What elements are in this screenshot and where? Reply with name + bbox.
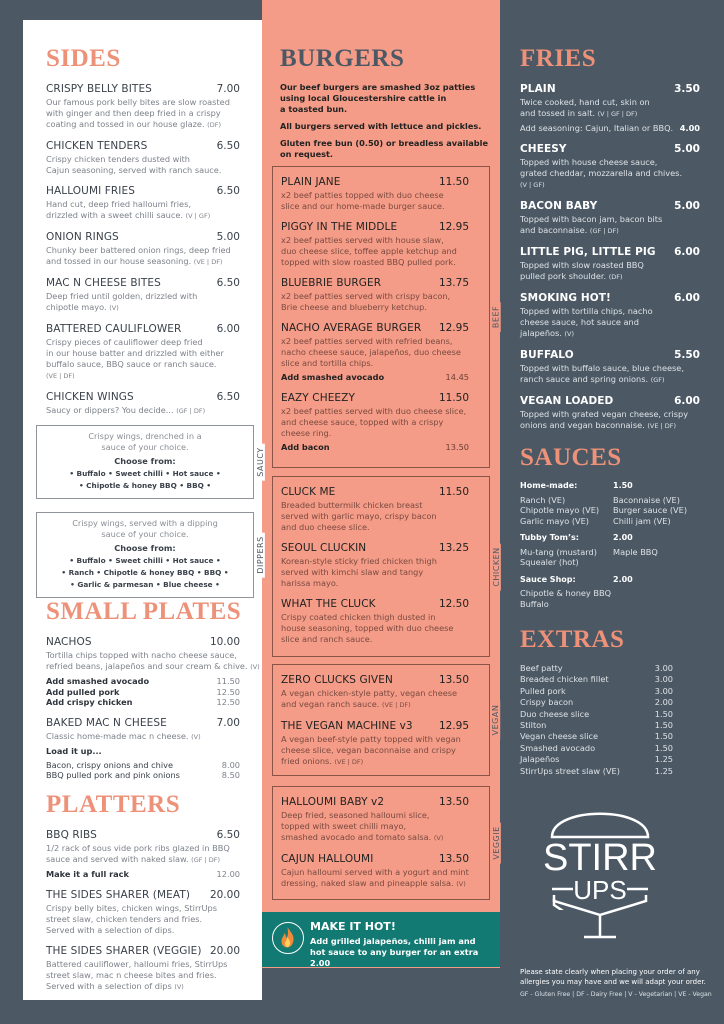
sauce-item — [613, 588, 700, 599]
addon-price: 12.50 — [216, 697, 240, 707]
addon-row — [46, 687, 262, 698]
sauces-section — [520, 443, 700, 616]
sauce-item — [613, 557, 700, 568]
menu-item — [281, 391, 469, 453]
item-name: BATTERED CAULIFLOWER — [46, 323, 182, 335]
fries-section — [520, 44, 700, 440]
item-price: 11.50 — [438, 176, 469, 188]
item-description: Topped with tortilla chips, nacho cheese sauce, hot sauce and jalapeños. (V) — [520, 305, 653, 338]
sauce-options: • Buffalo • Sweet chilli • Hot sauce • — [69, 469, 221, 478]
addon-name: BBQ pulled pork and pink onions — [46, 770, 180, 780]
item-description: Topped with bacon jam, bacon bits and baconnaise. (GF | DF) — [520, 213, 663, 235]
item-name: PLAIN JANE — [281, 176, 341, 188]
sauce-group — [520, 481, 700, 526]
diet-tags: (VE | DF) — [193, 258, 223, 266]
extra-item — [520, 674, 700, 685]
sauce-item: Buffalo — [520, 598, 549, 609]
burgers-heading: BURGERS — [280, 45, 405, 72]
addon-name: Add bacon — [281, 441, 330, 452]
menu-item — [46, 230, 262, 268]
item-name: PLAIN — [520, 83, 556, 95]
diet-tags: (GF) — [650, 375, 665, 384]
sauces-heading: SAUCES — [520, 444, 622, 471]
item-price: 5.00 — [674, 142, 700, 155]
addon-name: Bacon, crispy onions and chive — [46, 759, 173, 770]
sauce-item: Ranch (VE) — [520, 494, 566, 505]
addons-label: Load it up... — [46, 745, 102, 756]
item-price: 12.95 — [438, 221, 469, 233]
item-name: CHEESY — [520, 142, 567, 155]
wings-option-box — [36, 425, 265, 499]
item-price: 6.00 — [674, 394, 700, 407]
item-description: x2 beef patties topped with duo cheese slice and our home-made burger sauce. — [281, 190, 445, 211]
addon-price: 8.00 — [221, 759, 240, 770]
item-name: SMOKING HOT! — [520, 291, 611, 304]
sauce-group-price: 2.00 — [613, 574, 633, 584]
item-name: NACHO AVERAGE BURGER — [281, 322, 422, 334]
menu-item — [281, 175, 469, 212]
menu-item — [520, 142, 700, 191]
addon-name: Make it a full rack — [46, 869, 129, 879]
make-it-hot-title: MAKE IT HOT! — [310, 920, 396, 933]
item-name: CHICKEN WINGS — [46, 391, 134, 403]
sauce-group-label: Sauce Shop: — [520, 574, 576, 584]
item-description: Crispy belly bites, chicken wings, StirrUps street slaw, chicken tenders and fries. Served with a selection of dips. — [46, 902, 217, 935]
sauce-item: Mu-tang (mustard) — [520, 546, 597, 557]
burger-intro-text: Our beef burgers are smashed 3oz patties using local Gloucestershire cattle in a toasted bun. — [280, 82, 476, 114]
extra-price: 1.25 — [654, 765, 673, 776]
menu-item — [46, 944, 262, 993]
item-name: CHICKEN TENDERS — [46, 140, 148, 152]
addon-price: 11.50 — [216, 676, 240, 686]
item-name: BAKED MAC N CHEESE — [46, 716, 167, 729]
item-description: Battered cauliflower, halloumi fries, StirrUps street slaw, mac n cheese bites and fries. Served with a selection of dips (V) — [46, 958, 228, 991]
sauce-options: • Buffalo • Sweet chilli • Hot sauce • — [69, 556, 221, 565]
choose-from-label: Choose from: — [114, 543, 176, 553]
addon-row — [46, 697, 262, 708]
menu-item — [281, 276, 469, 313]
extra-name: StirrUps street slaw (VE) — [520, 765, 620, 776]
menu-item — [520, 291, 700, 340]
extra-item — [520, 709, 700, 720]
item-description: Our famous pork belly bites are slow roasted with ginger and then deep fried in a crispy coating and tossed in our house glaze. (DF) — [46, 97, 230, 129]
menu-item — [520, 245, 700, 283]
item-description: x2 beef patties served with duo cheese slice, and cheese sauce, topped with a crispy cheese ring. — [281, 405, 467, 438]
item-name: THE SIDES SHARER (VEGGIE) — [46, 944, 202, 957]
small-plates-heading: SMALL PLATES — [46, 598, 242, 625]
logo-glass-stem — [540, 895, 660, 940]
item-description: x2 beef patties served with house slaw, duo cheese slice, toffee apple ketchup and topped with slow roasted BBQ pulled pork. — [281, 235, 457, 267]
item-description: Breaded buttermilk chicken breast served with garlic mayo, crispy bacon and duo cheese slice. — [281, 500, 437, 532]
sauce-group-label: Home-made: — [520, 481, 578, 490]
item-name: HALLOUMI FRIES — [46, 185, 135, 197]
item-description: Deep fried until golden, drizzled with chipotle mayo. (V) — [46, 291, 198, 312]
diet-tags: (VE | DF) — [334, 758, 364, 766]
extra-item — [520, 663, 700, 674]
item-name: LITTLE PIG, LITTLE PIG — [520, 245, 656, 258]
diet-tags: (VE | DF) — [46, 372, 75, 380]
diet-tags: (V) — [109, 304, 119, 312]
item-description: Topped with buffalo sauce, blue cheese, ranch sauce and spring onions. (GF) — [520, 362, 684, 384]
item-price: 13.50 — [438, 796, 469, 808]
item-name: EAZY CHEEZY — [281, 391, 355, 404]
item-name: CAJUN HALLOUMI — [281, 853, 374, 865]
menu-item — [46, 184, 262, 222]
menu-item — [281, 321, 469, 383]
menu-item — [46, 139, 262, 176]
item-price: 6.00 — [674, 291, 700, 304]
menu-item — [520, 394, 700, 432]
menu-item — [520, 199, 700, 237]
item-name: HALLOUMI BABY v2 — [281, 796, 385, 808]
menu-item — [281, 597, 469, 645]
item-name: THE VEGAN MACHINE v3 — [281, 720, 413, 732]
make-it-hot-banner — [262, 912, 500, 967]
extra-item — [520, 697, 700, 708]
item-name: ZERO CLUCKS GIVEN — [281, 674, 393, 686]
item-price: 10.00 — [209, 636, 240, 648]
flame-icon — [272, 922, 304, 954]
platters-heading: PLATTERS — [46, 791, 181, 818]
addon-price: 4.00 — [679, 123, 700, 133]
small-plates-section — [46, 597, 262, 789]
item-price: 11.50 — [438, 391, 469, 404]
sauce-item: Chipotle & honey BBQ — [520, 588, 612, 598]
group-label: BEEF — [492, 302, 501, 332]
diet-tags: (VE | DF) — [381, 701, 411, 709]
item-price: 6.50 — [216, 391, 240, 403]
menu-item — [520, 348, 700, 386]
extra-price: 3.00 — [654, 663, 673, 673]
item-description: Saucy or dippers? You decide... (GF | DF) — [46, 405, 206, 415]
wings-type-label: SAUCY — [256, 443, 265, 480]
item-price: 6.50 — [216, 829, 240, 841]
diet-tags: (V | GF) — [520, 180, 545, 189]
item-price: 20.00 — [209, 944, 240, 957]
diet-tags: (GF | DF) — [191, 856, 221, 864]
item-name: NACHOS — [46, 636, 92, 648]
burger-group-chicken — [272, 476, 501, 657]
sauce-group-price: 2.00 — [613, 533, 633, 542]
item-name: SEOUL CLUCKIN — [281, 542, 367, 554]
item-price: 6.50 — [216, 277, 240, 289]
diet-tags: (V) — [250, 663, 260, 671]
addon-row — [46, 869, 262, 880]
extra-name: Smashed avocado — [520, 742, 596, 753]
sauce-item: Maple BBQ — [613, 546, 658, 557]
sauce-group — [520, 575, 700, 610]
extra-item — [520, 743, 700, 754]
addon-name: Add crispy chicken — [46, 697, 133, 707]
sauce-item: Garlic mayo (VE) — [520, 515, 589, 526]
sides-heading: SIDES — [46, 45, 121, 72]
menu-item — [281, 852, 469, 890]
menu-item — [46, 276, 262, 314]
burger-intro-text: Gluten free bun (0.50) or breadless available on request. — [280, 138, 489, 159]
sauce-item: Baconnaise (VE) — [613, 494, 680, 505]
item-description: A vegan beef-style patty topped with vegan cheese slice, vegan baconnaise and crispy fried onions. (VE | DF) — [281, 734, 461, 766]
group-label: VEGGIE — [492, 822, 501, 863]
item-name: CRISPY BELLY BITES — [46, 83, 152, 95]
group-label: CHICKEN — [492, 543, 501, 590]
burger-group-veggie — [272, 786, 501, 900]
extra-price: 1.25 — [654, 754, 673, 765]
burger-intro-text: All burgers served with lettuce and pickles. — [280, 121, 482, 131]
diet-tags: (V) — [456, 880, 466, 888]
sauce-group — [520, 533, 700, 568]
addon-name: Add smashed avocado — [46, 676, 150, 686]
extra-name: Beef patty — [520, 663, 563, 673]
addon-row — [46, 760, 262, 771]
diet-tags: (V) — [174, 982, 184, 991]
menu-item — [281, 220, 469, 268]
item-name: CLUCK ME — [281, 486, 336, 498]
item-description: Topped with house cheese sauce, grated cheddar, mozzarella and chives. (V | GF) — [520, 156, 683, 189]
item-price: 6.50 — [216, 185, 240, 197]
extra-name: Jalapeños — [520, 754, 560, 765]
diet-tags: (V | GF) — [185, 212, 211, 220]
addon-name: Add seasoning: Cajun, Italian or BBQ. — [520, 123, 674, 133]
item-description: Topped with grated vegan cheese, crispy onions and vegan baconnaise. (VE | DF) — [520, 408, 689, 430]
addon-row — [281, 442, 469, 453]
item-name: WHAT THE CLUCK — [281, 598, 376, 610]
extra-name: Crispy bacon — [520, 697, 574, 708]
diet-tags: (DF) — [608, 272, 623, 281]
sauce-item: Chipotle mayo (VE) — [520, 505, 600, 515]
wings-option-box — [36, 512, 265, 598]
item-name: MAC N CHEESE BITES — [46, 277, 161, 289]
item-price: 6.00 — [216, 323, 240, 335]
item-description: Korean-style sticky fried chicken thigh served with kimchi slaw and tangy harissa mayo. — [281, 556, 437, 588]
sauce-item: Burger sauce (VE) — [613, 505, 688, 515]
make-it-hot-text: Add grilled jalapeños, chilli jam and hot sauce to any burger for an extra 2.00 — [310, 936, 479, 968]
menu-item — [46, 390, 262, 417]
extra-item — [520, 766, 700, 777]
item-price: 12.95 — [438, 322, 469, 334]
dietary-legend: GF - Gluten Free | DF - Dairy Free | V - Vegetarian | VE - Vegan — [520, 991, 712, 998]
extra-price: 1.50 — [654, 708, 673, 719]
menu-item — [281, 541, 469, 589]
item-description: Tortilla chips topped with nacho cheese sauce, refried beans, jalapeños and sour cream & chive. (V) — [46, 650, 260, 671]
item-description: Classic home-made mac n cheese. (V) — [46, 730, 201, 741]
extra-price: 3.00 — [654, 685, 673, 696]
extra-price: 2.00 — [654, 697, 673, 708]
menu-item — [46, 322, 262, 382]
addon-price: 12.00 — [216, 869, 240, 879]
burger-group-beef — [272, 166, 501, 468]
item-price: 12.95 — [438, 720, 469, 732]
addon-price: 12.50 — [216, 686, 240, 697]
sauce-options: • Garlic & parmesan • Blue cheese • — [70, 580, 220, 589]
addon-row — [281, 372, 469, 383]
item-price: 5.50 — [674, 348, 700, 361]
choose-from-label: Choose from: — [114, 456, 176, 466]
diet-tags: (V) — [191, 732, 201, 741]
item-description: Hand cut, deep fried halloumi fries, drizzled with a sweet chilli sauce. (V | GF) — [46, 199, 211, 220]
item-price: 13.75 — [438, 277, 469, 289]
addon-row — [46, 770, 262, 781]
sauce-options: • Ranch • Chipotle & honey BBQ • BBQ • — [61, 568, 229, 577]
item-price: 12.50 — [438, 598, 469, 610]
item-price: 13.50 — [438, 674, 469, 686]
item-price: 11.50 — [438, 486, 469, 498]
item-description: A vegan chicken-style patty, vegan cheese and vegan ranch sauce. (VE | DF) — [281, 688, 458, 709]
extra-price: 1.50 — [654, 720, 673, 731]
menu-item — [46, 635, 262, 708]
addon-name: Add smashed avocado — [281, 372, 385, 382]
diet-tags: (GF | DF) — [176, 407, 206, 415]
extra-item — [520, 731, 700, 742]
addon-row — [520, 123, 700, 134]
diet-tags: (V | GF | DF) — [597, 110, 638, 118]
addon-row — [46, 676, 262, 687]
sides-section — [46, 44, 265, 611]
menu-item — [281, 485, 469, 533]
item-price: 6.50 — [216, 140, 240, 152]
extras-section — [520, 625, 700, 777]
extras-heading: EXTRAS — [520, 626, 625, 653]
addon-price: 8.50 — [221, 770, 240, 780]
menu-item — [281, 795, 469, 844]
menu-item — [46, 828, 262, 880]
item-name: BLUEBRIE BURGER — [281, 277, 382, 289]
addon-name: Add pulled pork — [46, 686, 120, 697]
sauce-group-label: Tubby Tom’s: — [520, 533, 579, 542]
allergy-notice: Please state clearly when placing your order of any allergies you may have and we will adapt your order. — [520, 968, 706, 986]
extra-name: Stilton — [520, 720, 547, 731]
wings-intro: Crispy wings, drenched in a sauce of your choice. — [88, 431, 202, 452]
burgers-section — [280, 44, 490, 166]
wings-intro: Crispy wings, served with a dipping sauce of your choice. — [72, 518, 218, 539]
menu-item — [281, 719, 469, 768]
menu-item — [46, 82, 262, 131]
extra-item — [520, 754, 700, 765]
item-name: BUFFALO — [520, 348, 574, 361]
item-price: 20.00 — [209, 888, 240, 901]
extra-price: 3.00 — [654, 674, 673, 685]
diet-tags: (V) — [433, 834, 444, 842]
item-description: Twice cooked, hand cut, skin on and tossed in salt. (V | GF | DF) — [520, 97, 650, 118]
item-description: Topped with slow roasted BBQ pulled pork shoulder. (DF) — [520, 259, 644, 281]
item-name: ONION RINGS — [46, 231, 119, 243]
wings-type-label: DIPPERS — [256, 532, 265, 577]
item-description: Deep fried, seasoned halloumi slice, topped with sweet chilli mayo, smashed avocado and tomato salsa. (V) — [281, 810, 444, 842]
item-price: 13.25 — [438, 542, 469, 554]
sauce-item: Chilli jam (VE) — [613, 515, 671, 526]
extra-name: Vegan cheese slice — [520, 731, 599, 742]
sauce-item — [613, 599, 700, 610]
sauce-group-price: 1.50 — [613, 481, 633, 490]
item-name: BACON BABY — [520, 199, 598, 212]
platters-section — [46, 790, 262, 1001]
menu-item — [46, 716, 262, 781]
diet-tags: (VE | DF) — [647, 421, 677, 430]
item-description: Crispy coated chicken thigh dusted in house seasoning, topped with duo cheese slice and ranch sauce. — [281, 612, 454, 644]
item-name: BBQ RIBS — [46, 829, 97, 841]
item-price: 6.00 — [674, 245, 700, 258]
addon-price: 13.50 — [445, 441, 469, 452]
group-label: VEGAN — [492, 701, 501, 740]
extra-price: 1.50 — [654, 731, 673, 742]
item-description: Crispy pieces of cauliflower deep fried in our house batter and drizzled with either buffalo sauce, BBQ sauce or ranch sauce. (VE | DF) — [46, 337, 224, 380]
item-description: x2 beef patties served with crispy bacon, Brie cheese and blueberry ketchup. — [281, 291, 451, 312]
extra-name: Pulled pork — [520, 685, 566, 696]
extra-name: Duo cheese slice — [520, 708, 590, 719]
item-description: Cajun halloumi served with a yogurt and mint dressing, naked slaw and pineapple salsa. (V) — [281, 867, 469, 888]
menu-item — [46, 888, 262, 936]
item-price: 5.00 — [674, 199, 700, 212]
menu-item — [520, 82, 700, 134]
item-price: 13.50 — [438, 853, 469, 865]
addon-price: 14.45 — [445, 372, 469, 382]
extra-name: Breaded chicken fillet — [520, 674, 609, 685]
item-name: VEGAN LOADED — [520, 394, 614, 407]
diet-tags: (GF | DF) — [589, 226, 619, 235]
item-description: 1/2 rack of sous vide pork ribs glazed in BBQ sauce and served with naked slaw. (GF | DF) — [46, 843, 230, 864]
extra-item — [520, 720, 700, 731]
item-description: x2 beef patties served with refried beans, nacho cheese sauce, jalapeños, duo cheese slice and tortilla chips. — [281, 336, 461, 368]
item-price: 7.00 — [216, 716, 240, 729]
burger-group-vegan — [272, 664, 501, 776]
diet-tags: (DF) — [207, 121, 221, 129]
item-description: Crispy chicken tenders dusted with Cajun seasoning, served with ranch sauce. — [46, 154, 222, 175]
diet-tags: (V) — [564, 329, 575, 338]
fries-heading: FRIES — [520, 45, 597, 72]
item-price: 3.50 — [674, 83, 700, 95]
item-name: THE SIDES SHARER (MEAT) — [46, 888, 191, 901]
item-price: 7.00 — [216, 83, 240, 95]
item-description: Chunky beer battered onion rings, deep fried and tossed in our house seasoning. (VE | DF) — [46, 245, 231, 266]
logo-line2: UPS — [573, 875, 627, 905]
sauce-options: • Chipotle & honey BBQ • BBQ • — [78, 481, 212, 490]
menu-item — [281, 673, 469, 711]
item-price: 5.00 — [216, 231, 240, 243]
item-name: PIGGY IN THE MIDDLE — [281, 221, 398, 233]
sauce-item: Squealer (hot) — [520, 557, 579, 567]
extra-price: 1.50 — [654, 742, 673, 753]
extra-item — [520, 686, 700, 697]
logo-line1: STIRR — [543, 837, 657, 879]
